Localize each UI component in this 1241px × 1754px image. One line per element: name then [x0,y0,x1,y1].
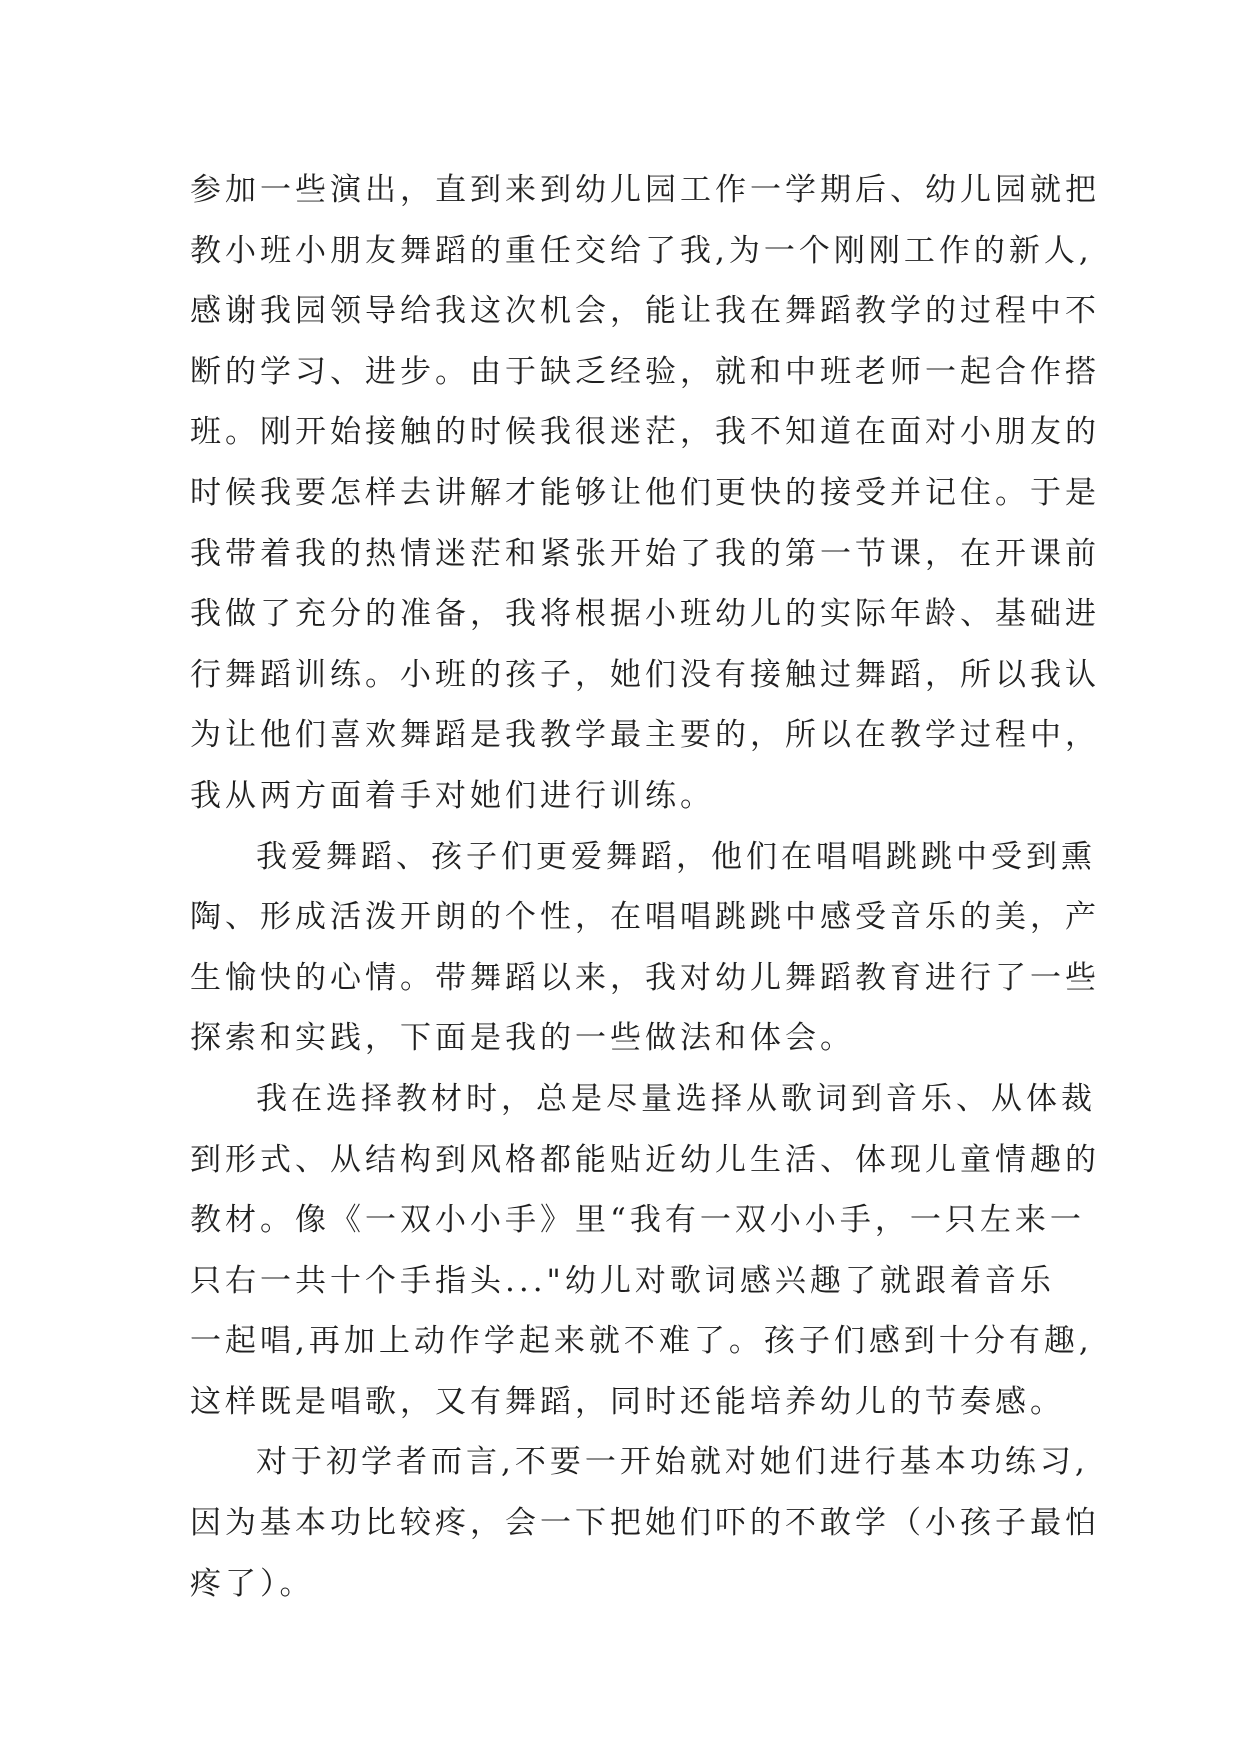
text-line: 行舞蹈训练。小班的孩子，她们没有接触过舞蹈，所以我认 [190,656,1100,693]
text-line: 时候我要怎样去讲解才能够让他们更快的接受并记住。于是 [190,474,1100,511]
text-line: 生愉快的心情。带舞蹈以来，我对幼儿舞蹈教育进行了一些 [190,959,1100,996]
paragraph-first-line: 对于初学者而言,不要一开始就对她们进行基本功练习, [256,1444,1089,1481]
paragraph-first-line: 我在选择教材时，总是尽量选择从歌词到音乐、从体裁 [256,1080,1096,1117]
text-line: 一起唱,再加上动作学起来就不难了。孩子们感到十分有趣, [190,1323,1093,1360]
text-line: 因为基本功比较疼，会一下把她们吓的不敢学（小孩子最怕 [190,1505,1100,1542]
paragraph-first-line: 我爱舞蹈、孩子们更爱舞蹈，他们在唱唱跳跳中受到熏 [256,838,1096,875]
text-line: 我做了充分的准备，我将根据小班幼儿的实际年龄、基础进 [190,596,1100,633]
text-line: 教材。像《一双小小手》里“我有一双小小手，一只左来一 [190,1202,1085,1239]
text-line: 只右一共十个手指头..."幼儿对歌词感兴趣了就跟着音乐 [190,1262,1055,1299]
text-line: 为让他们喜欢舞蹈是我教学最主要的，所以在教学过程中， [190,717,1100,754]
text-line: 探索和实践，下面是我的一些做法和体会。 [190,1020,855,1057]
text-line: 教小班小朋友舞蹈的重任交给了我,为一个刚刚工作的新人, [190,232,1093,269]
text-line: 断的学习、进步。由于缺乏经验，就和中班老师一起合作搭 [190,353,1100,390]
body-text [190,160,1100,1614]
text-line: 到形式、从结构到风格都能贴近幼儿生活、体现儿童情趣的 [190,1141,1100,1178]
text-line: 这样既是唱歌，又有舞蹈，同时还能培养幼儿的节奏感。 [190,1383,1065,1420]
text-line: 感谢我园领导给我这次机会，能让我在舞蹈教学的过程中不 [190,293,1100,330]
text-line: 我带着我的热情迷茫和紧张开始了我的第一节课，在开课前 [190,535,1100,572]
text-line: 陶、形成活泼开朗的个性，在唱唱跳跳中感受音乐的美，产 [190,899,1100,936]
text-line: 我从两方面着手对她们进行训练。 [190,777,715,814]
text-line: 疼了）。 [190,1565,315,1602]
text-line: 班。刚开始接触的时候我很迷茫，我不知道在面对小朋友的 [190,414,1100,451]
text-line: 参加一些演出，直到来到幼儿园工作一学期后、幼儿园就把 [190,172,1100,208]
